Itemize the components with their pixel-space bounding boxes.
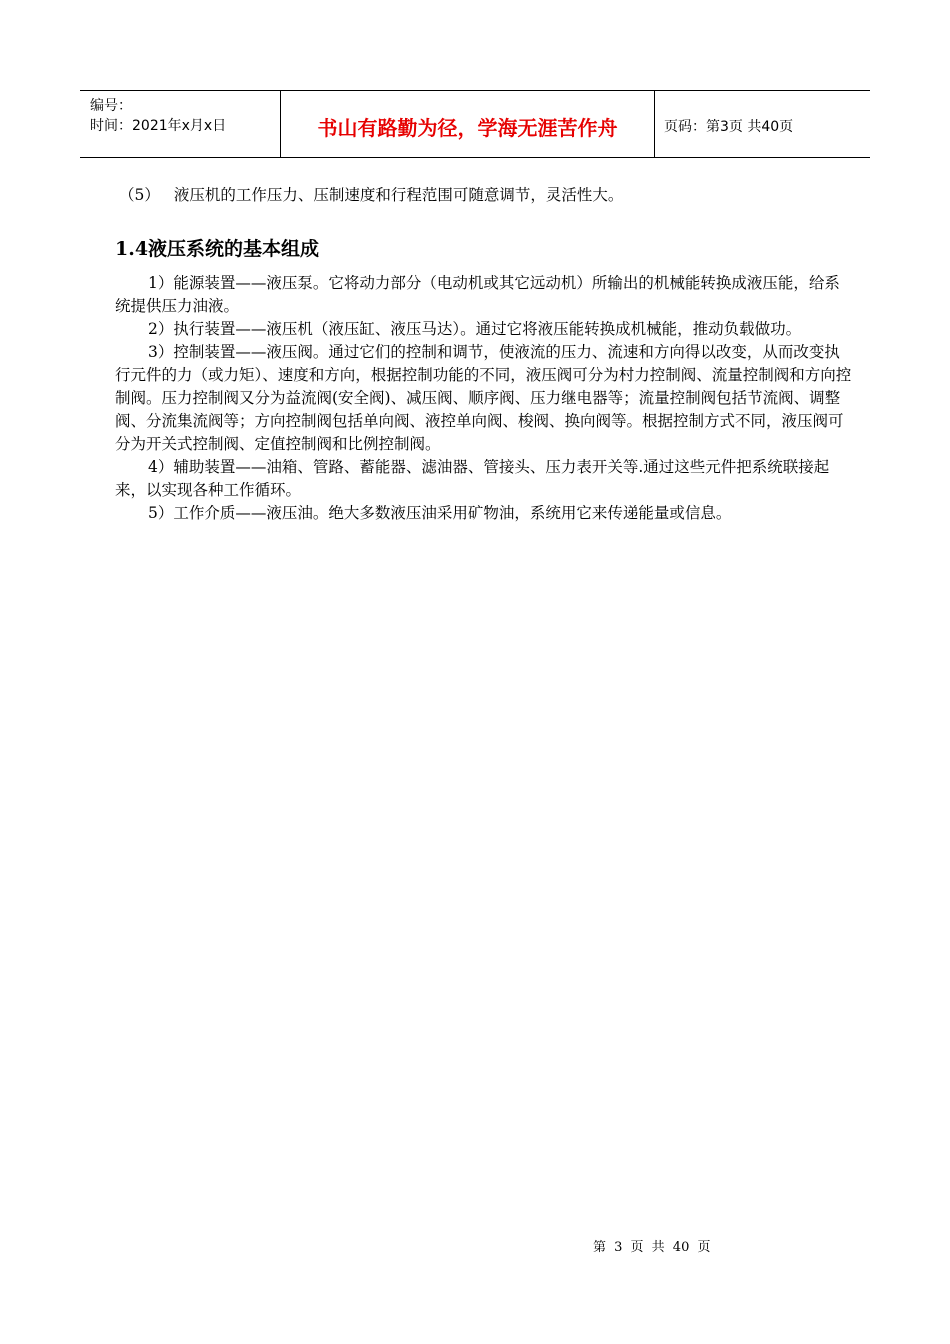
- header-table: [80, 90, 870, 158]
- list-item-number: （5）: [119, 186, 160, 204]
- date-line: 时间：2021年x月x日: [90, 118, 227, 134]
- section-title: 1.4液压系统的基本组成: [115, 238, 320, 260]
- paragraph-medium: 5）工作介质——液压油。绝大多数液压油采用矿物油，系统用它来传递能量或信息。: [148, 504, 732, 522]
- number-label: 编号：: [90, 98, 132, 114]
- paragraph-actuator: 2）执行装置——液压机（液压缸、液压马达）。通过它将液压能转换成机械能，推动负载做功。: [148, 320, 802, 338]
- header-info-cell: [80, 91, 281, 157]
- document-body: [115, 182, 855, 525]
- list-item-5: [119, 182, 855, 208]
- paragraph-auxiliary: 4）辅助装置——油箱、管路、蓄能器、滤油器、管接头、压力表开关等.通过这些元件把系统联接起来，以实现各种工作循环。: [115, 458, 830, 499]
- paragraph-control-valve: 3）控制装置——液压阀。通过它们的控制和调节，使液流的压力、流速和方向得以改变，从而改变执行元件的力（或力矩）、速度和方向，根据控制功能的不同，液压阀可分为村力控制阀、流量控制阀和方向控制阀。压力控制阀又分为益流阀(安全阀)、减压阀、顺序阀、压力继电器等；流量控制阀包括节流阀、调整阀、分流集流阀等；方向控制阀包括单向阀、液控单向阀、梭阀、换向阀等。根据控制方式不同，液压阀可分为开关式控制阀、定值控制阀和比例控制阀。: [115, 343, 852, 453]
- paragraph-power-unit: 1）能源装置——液压泵。它将动力部分（电动机或其它远动机）所输出的机械能转换成液压能，给系统提供压力油液。: [115, 274, 840, 315]
- page-label: 页码：第3页 共40页: [664, 119, 794, 135]
- header-motto-cell: [281, 91, 655, 157]
- motto-text: 书山有路勤为径，学海无涯苦作舟: [317, 115, 618, 140]
- page-footer: 第 3 页 共 40 页: [593, 1240, 711, 1255]
- header-page-cell: [655, 91, 870, 157]
- list-item-text: 液压机的工作压力、压制速度和行程范围可随意调节，灵活性大。: [173, 186, 624, 204]
